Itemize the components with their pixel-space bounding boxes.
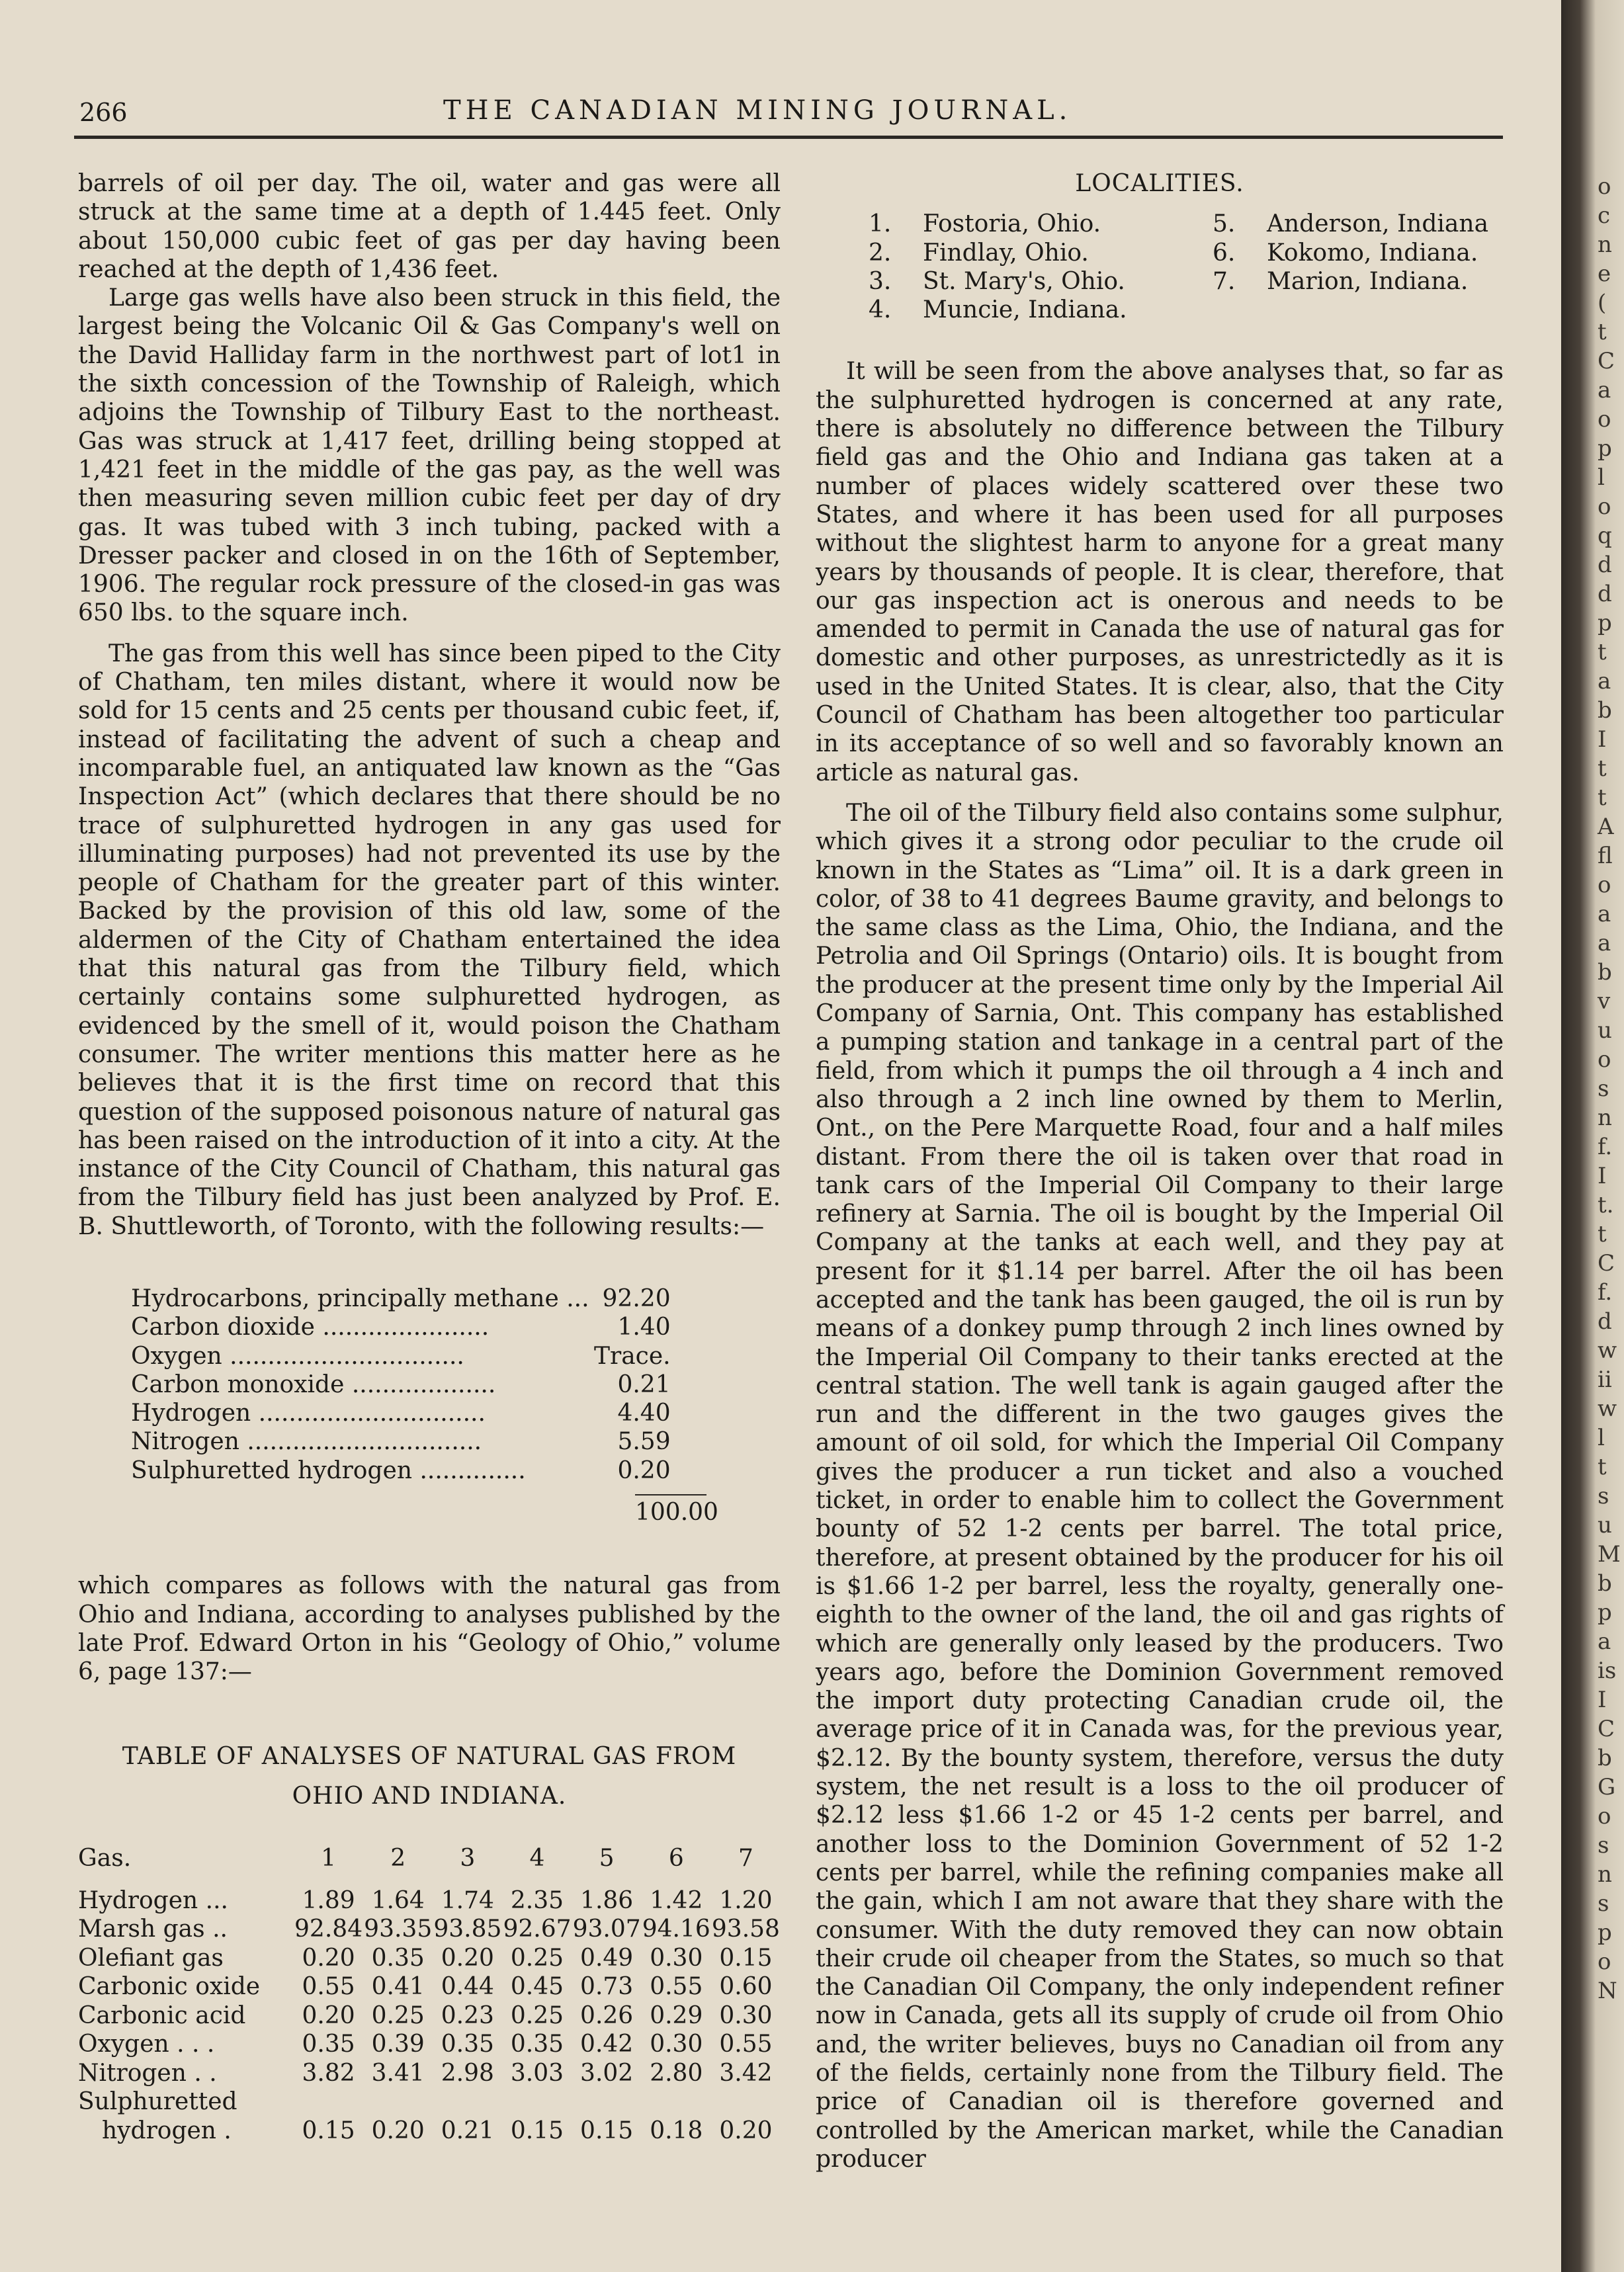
empty-cell [642, 2087, 711, 2117]
empty-cell [572, 2087, 642, 2117]
analysis-value: 0.21 [617, 1370, 671, 1398]
analysis-component: Hydrocarbons, principally methane ... [131, 1284, 589, 1312]
locality-name: St. Mary's, Ohio. [923, 267, 1125, 295]
gas-value: 0.15 [302, 2117, 355, 2144]
analysis-value: 0.20 [617, 1456, 671, 1484]
analysis-component: Oxygen ............................... [131, 1342, 464, 1370]
gas-value: 3.41 [371, 2059, 425, 2087]
analysis-component: Carbon monoxide ................... [131, 1370, 496, 1398]
locality-item [1160, 239, 1504, 267]
localities-title: LOCALITIES. [1075, 170, 1244, 197]
gas-name: Nitrogen . . [78, 2059, 217, 2087]
gas-value: 0.30 [650, 2031, 703, 2058]
gas-table-row [78, 1972, 781, 2001]
analysis-value: 5.59 [617, 1428, 671, 1456]
gas-value: 0.55 [650, 1973, 703, 2001]
gas-value: 0.20 [719, 2117, 773, 2144]
empty-cell [363, 2087, 433, 2117]
locality-number: 7. [1213, 267, 1236, 295]
locality-name: Muncie, Indiana. [923, 296, 1127, 324]
gas-table-row [78, 1944, 781, 1973]
analysis-component: Hydrogen .............................. [131, 1400, 486, 1427]
gas-value: 0.25 [510, 1944, 564, 1972]
localities-list [816, 210, 1504, 324]
empty-cell [711, 2087, 781, 2117]
adjacent-page-letters: o c n e ( t C a o p l o q d d p t a b I t t A fl o a a b v u o s n f. I t. t C f. d w ii w l t s u M b p a is I C b G o s n s p o N [1598, 173, 1621, 2004]
gas-value: 93.58 [711, 1915, 780, 1943]
gas-value: 93.85 [433, 1915, 502, 1943]
gas-value: 93.35 [364, 1915, 433, 1943]
gas-value: 3.42 [719, 2059, 773, 2087]
gas-value: 0.15 [580, 2117, 634, 2144]
column-header: 2 [390, 1844, 406, 1872]
locality-number: 5. [1213, 210, 1236, 238]
gas-value: 0.25 [510, 2001, 564, 2029]
paragraph: barrels of oil per day. The oil, water and gas were all struck at the same time at a depth of 1.445 feet. Only about 150,000 cubic feet of gas per day having been reached at the depth of 1,436 feet. [78, 170, 781, 283]
analysis-total: 100.00 [635, 1499, 718, 1527]
locality-item [816, 267, 1160, 296]
gas-name: Oxygen . . . [78, 2031, 215, 2058]
gas-table-row [78, 2059, 781, 2088]
gas-value: 0.55 [719, 2031, 773, 2058]
page-number: 266 [79, 98, 128, 127]
gas-table-body [78, 1886, 781, 2146]
gas-value: 0.45 [510, 1973, 564, 2001]
ohio-indiana-gas-table [78, 1844, 781, 2146]
gas-value: 2.98 [441, 2059, 494, 2087]
analysis-row [131, 1456, 671, 1485]
analysis-row [131, 1284, 671, 1313]
paragraph: The gas from this well has since been piped to the City of Chatham, ten miles distant, where it would now be sold for 15 cents and 25 cents per thousand cubic feet, if, instead of facilitating the advent of such a cheap and incomparable fuel, an antiquated law known as the “Gas Inspection Act” (which declares that there should be no trace of sulphuretted hydrogen in any gas used for illuminating purposes) had not prevented its use by the people of Chatham for the greater part of this winter. Backed by the provision of this old law, some of the aldermen of the City of Chatham entertained the idea that this natural gas from the Tilbury field, which certainly contains some sulphuretted hydrogen, as evidenced by the smell of it, would poison the Chatham consumer. The writer mentions this matter here as he believes that it is the first time on record that this question of the supposed poisonous nature of natural gas has been raised on the introduction of it into a city. At the instance of the City Council of Chatham, this natural gas from the Tilbury field has just been analyzed by Prof. E. B. Shuttleworth, of Toronto, with the following results:— [78, 640, 781, 1240]
gas-value: 0.20 [441, 1944, 494, 1972]
gas-value: 0.15 [719, 1944, 773, 1972]
gas-value: 2.80 [650, 2059, 703, 2087]
gas-table-row [78, 2087, 781, 2117]
locality-number: 2. [869, 239, 892, 267]
page-header [79, 95, 1502, 138]
locality-name: Findlay, Ohio. [923, 239, 1089, 267]
column-header: 3 [460, 1844, 476, 1872]
gas-value: 1.42 [650, 1886, 703, 1914]
column-header: 7 [738, 1844, 753, 1872]
gas-value: 0.15 [510, 2117, 564, 2144]
gas-value: 0.60 [719, 1973, 773, 2001]
localities-list-right [1160, 210, 1504, 324]
column-header: 5 [599, 1844, 615, 1872]
gas-value: 92.67 [503, 1915, 572, 1943]
column-header: 1 [321, 1844, 337, 1872]
gas-value: 93.07 [572, 1915, 641, 1943]
locality-number: 6. [1213, 239, 1236, 267]
locality-name: Marion, Indiana. [1267, 267, 1469, 295]
gas-value: 0.29 [650, 2001, 703, 2029]
gas-value: 0.21 [441, 2117, 494, 2144]
locality-item [816, 296, 1160, 324]
paragraph: The oil of the Tilbury field also contains some sulphur, which gives it a strong odor peculiar to the crude oil known in the States as “Lima” oil. It is a dark green in color, of 38 to 41 degrees Baume gravity, and belongs to the same class as the Lima, Ohio, the Indiana, and the Petrolia and Oil Springs (Ontario) oils. It is bought from the producer at the present time only by the Imperial Ail Company of Sarnia, Ont. This company has established a pumping station and tankage in a central part of the field, from which it pumps the oil through a 4 inch and also through a 2 inch line owned by them to Merlin, Ont., on the Pere Marquette Road, four and a half miles distant. From there the oil is taken over that road in tank cars of the Imperial Oil Company to their large refinery at Sarnia. The oil is bought by the Imperial Oil Company at the tanks at each well, and they pay at present for it $1.14 per barrel. After the oil has been accepted and the tank has been gauged, the oil is run by means of a donkey pump through 2 inch lines owned by the Imperial Oil Company to their tanks erected at the central station. The well tank is again gauged after the run and the different in the two gauges gives the amount of oil sold, for which the Imperial Oil Company gives the producer a run ticket and also a vouched ticket, in order to enable him to collect the Government bounty of 52 1-2 cents per barrel. The total price, therefore, at present obtained by the producer for his oil is $1.66 1-2 per barrel, less the royalty, generally one-eighth to the owner of the land, the oil and gas rights of which are generally only leased by the producers. Two years ago, before the Dominion Government removed the import duty protecting Canadian crude oil, the average price of it in Canada was, for the previous year, $2.12. By the bounty system, therefore, versus the duty system, the net result is a loss to the oil producer of $2.12 less $1.66 1-2 or 45 1-2 cents per barrel, and another loss to the Dominion Government of 52 1-2 cents per barrel, while the refining companies make all the gain, which I am not aware that they share with the consumer. With the duty removed they can now obtain their crude oil cheaper from the States, so much so that the Canadian Oil Company, the only independent refiner now in Canada, gets all its supply of crude oil from Ohio and, the writer believes, buys no Canadian oil from any of the fields, certainly none from the Tilbury field. The price of Canadian oil is therefore governed and controlled by the American market, while the Canadian producer [816, 799, 1504, 2173]
gas-name: Hydrogen ... [78, 1886, 228, 1914]
gas-table-row [78, 1886, 781, 1915]
empty-cell [502, 2087, 572, 2117]
gas-value: 1.74 [441, 1886, 494, 1914]
gas-value: 0.25 [371, 2001, 425, 2029]
analysis-value: 4.40 [617, 1400, 671, 1427]
gas-value: 0.20 [371, 2117, 425, 2144]
gas-name: Carbonic oxide [78, 1973, 261, 2001]
localities-list-left [816, 210, 1160, 324]
analysis-component: Nitrogen ............................... [131, 1428, 482, 1456]
paragraph: It will be seen from the above analyses that, so far as the sulphuretted hydrogen is concerned at any rate, there is absolutely no difference between the Tilbury field gas and the Ohio and Indiana gas taken at a number of places widely scattered over these two States, and where it has been used for all purposes without the slightest harm to anyone for a great many years by thousands of people. It is clear, therefore, that our gas inspection act is onerous and needs to be amended to permit in Canada the use of natural gas for domestic and other purposes, as unrestrictedly as it is used in the United States. It is clear, also, that the City Council of Chatham has been altogether too particular in its acceptance of so well and so favorably known an article as natural gas. [816, 358, 1504, 786]
gas-value: 0.39 [371, 2031, 425, 2058]
analysis-row [131, 1427, 671, 1456]
gas-value: 0.35 [510, 2031, 564, 2058]
locality-number: 4. [869, 296, 892, 324]
gas-value: 0.20 [302, 1944, 355, 1972]
gas-name: hydrogen . [102, 2117, 232, 2144]
paragraph: which compares as follows with the natural gas from Ohio and Indiana, according to analyses published by the late Prof. Edward Orton in his “Geology of Ohio,” volume 6, page 137:— [78, 1572, 781, 1686]
column-header: 6 [668, 1844, 684, 1872]
locality-item [816, 239, 1160, 267]
locality-name: Kokomo, Indiana. [1267, 239, 1478, 267]
analysis-row [131, 1342, 671, 1370]
gas-value: 3.82 [302, 2059, 355, 2087]
analysis-row [131, 1399, 671, 1427]
gas-name: Marsh gas .. [78, 1915, 228, 1943]
empty-cell [433, 2087, 502, 2117]
gas-table-row [78, 2001, 781, 2031]
locality-item [1160, 210, 1504, 238]
gas-name: Olefiant gas [78, 1944, 224, 1972]
gas-value: 0.44 [441, 1973, 494, 2001]
running-title: THE CANADIAN MINING JOURNAL. [443, 95, 1072, 126]
gas-value: 0.35 [371, 1944, 425, 1972]
gas-table-row [78, 2117, 781, 2146]
empty-cell [294, 2087, 363, 2117]
gas-value: 1.64 [371, 1886, 425, 1914]
gas-value: 3.02 [580, 2059, 634, 2087]
table-title-line: OHIO AND INDIANA. [292, 1782, 567, 1810]
gas-value: 0.35 [302, 2031, 355, 2058]
analysis-value: Trace. [594, 1342, 671, 1370]
analysis-component: Carbon dioxide ...................... [131, 1314, 490, 1341]
table-header-row [78, 1844, 781, 1886]
locality-name: Anderson, Indiana [1267, 210, 1489, 238]
gas-value: 0.30 [650, 1944, 703, 1972]
analysis-row [131, 1313, 671, 1341]
gas-value: 92.84 [294, 1915, 363, 1943]
gas-value: 0.23 [441, 2001, 494, 2029]
locality-number: 3. [869, 267, 892, 295]
gas-table-row [78, 1915, 781, 1944]
gas-value: 1.20 [719, 1886, 773, 1914]
gas-name: Carbonic acid [78, 2001, 246, 2029]
gas-value: 0.41 [371, 1973, 425, 2001]
column-header: Gas. [78, 1844, 132, 1872]
gas-value: 0.73 [580, 1973, 634, 2001]
analysis-value: 1.40 [617, 1314, 671, 1341]
analysis-row [131, 1370, 671, 1399]
total-rule [635, 1494, 706, 1495]
gas-value: 94.16 [642, 1915, 710, 1943]
gas-name-line: Sulphuretted [78, 2088, 237, 2116]
gas-value: 0.49 [580, 1944, 634, 1972]
gas-value: 0.26 [580, 2001, 634, 2029]
locality-number: 1. [869, 210, 892, 238]
left-column [78, 169, 781, 2145]
table-title [78, 1737, 781, 1816]
locality-item [816, 210, 1160, 238]
gas-value: 0.42 [580, 2031, 634, 2058]
shuttleworth-analysis-table [131, 1284, 671, 1485]
gas-value: 1.86 [580, 1886, 634, 1914]
gas-value: 0.20 [302, 2001, 355, 2029]
analysis-value: 92.20 [602, 1284, 671, 1312]
paragraph: Large gas wells have also been struck in this field, the largest being the Volcanic Oil & Gas Company's well on the David Halliday farm in the northwest part of lot1 in the sixth concession of the Township of Raleigh, which adjoins the Township of Tilbury East to the northeast. Gas was struck at 1,417 feet, drilling being stopped at 1,421 feet in the middle of the gas pay, as the well was then measuring seven million cubic feet per day of dry gas. It was tubed with 3 inch tubing, packed with a Dresser packer and closed in on the 16th of September, 1906. The regular rock pressure of the closed-in gas was 650 lbs. to the square inch. [78, 284, 781, 627]
gas-value: 0.18 [650, 2117, 703, 2144]
locality-name: Fostoria, Ohio. [923, 210, 1101, 238]
header-rule [74, 136, 1503, 139]
locality-item [1160, 267, 1504, 296]
right-body [816, 357, 1504, 2173]
column-header: 4 [529, 1844, 545, 1872]
gas-value: 0.35 [441, 2031, 494, 2058]
gas-table-row [78, 2030, 781, 2059]
analysis-component: Sulphuretted hydrogen .............. [131, 1456, 526, 1484]
gas-value: 0.30 [719, 2001, 773, 2029]
gas-value: 2.35 [510, 1886, 564, 1914]
gas-value: 1.89 [302, 1886, 355, 1914]
table-title-line: TABLE OF ANALYSES OF NATURAL GAS FROM [122, 1742, 737, 1770]
gas-value: 0.55 [302, 1973, 355, 2001]
right-column [816, 169, 1504, 2173]
gas-value: 3.03 [510, 2059, 564, 2087]
